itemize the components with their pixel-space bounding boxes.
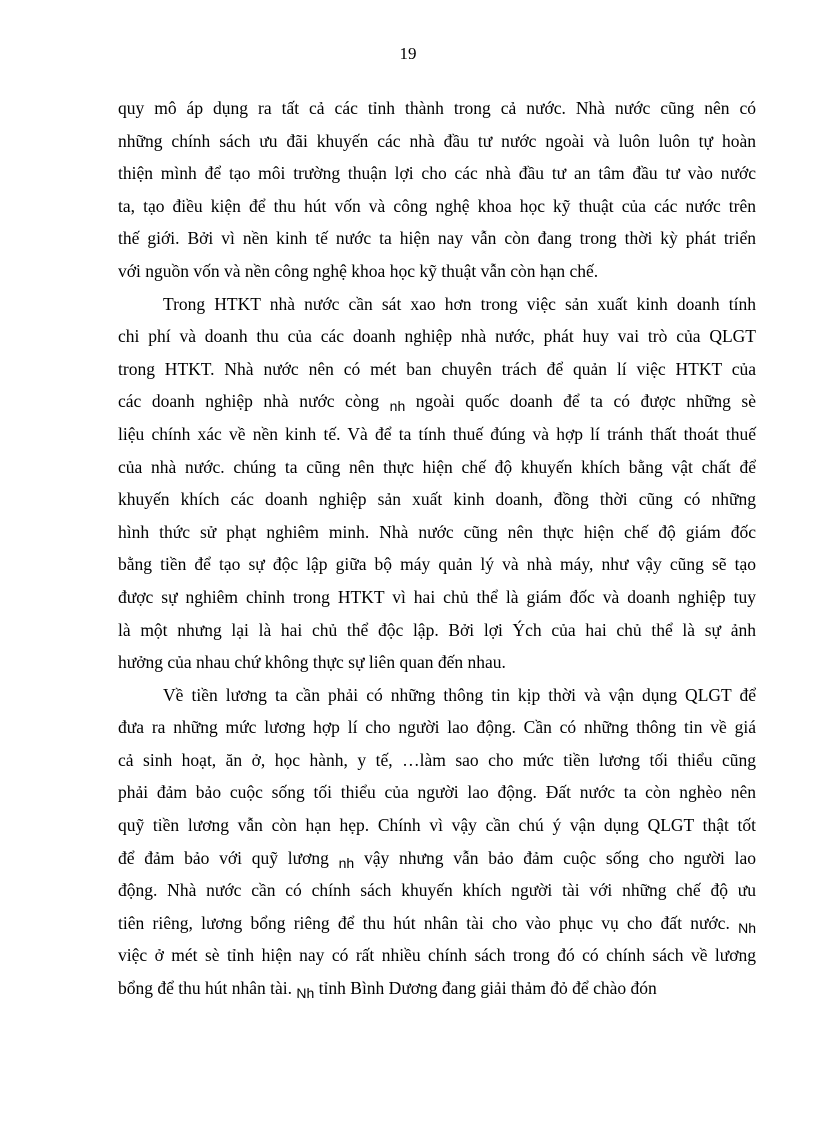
text-line: hưởng của nhau chứ không thực sự liên quan đến nhau. — [118, 652, 506, 673]
text-span-small: nh — [389, 398, 406, 415]
text-line: những chính sách ưu đãi khuyến các nhà đầu tư nước ngoài và luôn luôn tự hoàn — [118, 130, 756, 151]
page-number: 19 — [399, 44, 417, 63]
text-line: bằng tiền để tạo sự độc lập giữa bộ máy quản lý và nhà máy, như vậy cũng sẽ tạo — [118, 554, 756, 575]
text-span-small: Nh — [738, 919, 756, 936]
text-line: phải đảm bảo cuộc sống tối thiểu của người lao động. Đất nước ta còn nghèo nên — [118, 782, 756, 803]
text-span: ngoài quốc doanh để ta có được những sè — [405, 391, 756, 412]
paragraph — [118, 92, 756, 288]
text-line: khuyến khích các doanh nghiệp sản xuất kinh doanh, đồng thời cũng có những — [118, 489, 756, 510]
paragraph — [118, 288, 756, 679]
text-span: tiên riêng, lương bổng riêng để thu hút nhân tài cho vào phục vụ cho đất nước. — [118, 912, 739, 933]
text-line-mixed — [118, 907, 756, 940]
text-line: là một nhưng lại là hai chủ thể độc lập. Bởi lợi Ých của hai chủ thể là sự ảnh — [118, 619, 756, 640]
text-line: ta, tạo điều kiện để thu hút vốn và công nghệ khoa học kỹ thuật của các nước trên — [118, 195, 756, 216]
text-line: trong HTKT. Nhà nước nên có mét ban chuyên trách để quản lí việc HTKT của — [118, 358, 756, 379]
document-body — [118, 92, 756, 1005]
text-line: hình thức sử phạt nghiêm minh. Nhà nước cũng nên thực hiện chế độ giám đốc — [118, 521, 756, 542]
text-line: được sự nghiêm chỉnh trong HTKT vì hai chủ thể là giám đốc và doanh nghiệp tuy — [118, 586, 756, 607]
text-line: đưa ra những mức lương hợp lí cho người lao động. Cần có những thông tin về giá — [118, 717, 756, 738]
text-line: thiện mình để tạo môi trường thuận lợi cho các nhà đầu tư an tâm đầu tư vào nước — [118, 163, 756, 184]
text-line: với nguồn vốn và nền công nghệ khoa học kỹ thuật vẫn còn hạn chế. — [118, 260, 599, 281]
text-span: vậy nhưng vẫn bảo đảm cuộc sống cho người lao — [354, 847, 756, 868]
text-line: quy mô áp dụng ra tất cả các tỉnh thành trong cả nước. Nhà nước cũng nên có — [118, 98, 756, 118]
text-line-mixed — [118, 385, 756, 418]
text-line-mixed — [118, 842, 756, 875]
text-span-small: Nh — [296, 985, 315, 1002]
text-line: thế giới. Bởi vì nền kinh tế nước ta hiện nay vẫn còn đang trong thời kỳ phát triển — [118, 228, 756, 249]
text-span: bổng để thu hút nhân tài. — [118, 978, 297, 999]
text-line: Trong HTKT nhà nước cần sát xao hơn trong việc sản xuất kinh doanh tính — [163, 293, 756, 314]
text-line: Về tiền lương ta cần phải có những thông tin kịp thời và vận dụng QLGT để — [163, 684, 756, 705]
text-line: động. Nhà nước cần có chính sách khuyến khích người tài với những chế độ ưu — [118, 880, 756, 901]
text-line: cả sinh hoạt, ăn ở, học hành, y tế, …làm sao cho mức tiền lương tối thiểu cũng — [118, 749, 756, 770]
text-line-mixed — [118, 972, 756, 1005]
paragraph — [118, 679, 756, 1005]
text-line: liệu chính xác về nền kinh tế. Và để ta tính thuế đúng và hợp lí tránh thất thoát thuế — [118, 423, 756, 444]
text-span: tỉnh Bình Dương đang giải thảm đỏ để chào đón — [314, 978, 657, 999]
text-line: chi phí và doanh thu của các doanh nghiệp nhà nước, phát huy vai trò của QLGT — [118, 326, 756, 347]
text-line: của nhà nước. chúng ta cũng nên thực hiện chế độ khuyến khích bằng vật chất để — [118, 456, 756, 477]
text-span-small: nh — [338, 854, 355, 871]
text-line: việc ở mét sè tỉnh hiện nay có rất nhiều chính sách trong đó có chính sách về lương — [118, 945, 756, 966]
text-span: để đảm bảo với quỹ lương — [118, 847, 339, 868]
text-line: quỹ tiền lương vẫn còn hạn hẹp. Chính vì vậy cần chú ý vận dụng QLGT thật tốt — [118, 815, 756, 836]
text-span: các doanh nghiệp nhà nước còng — [118, 391, 390, 412]
